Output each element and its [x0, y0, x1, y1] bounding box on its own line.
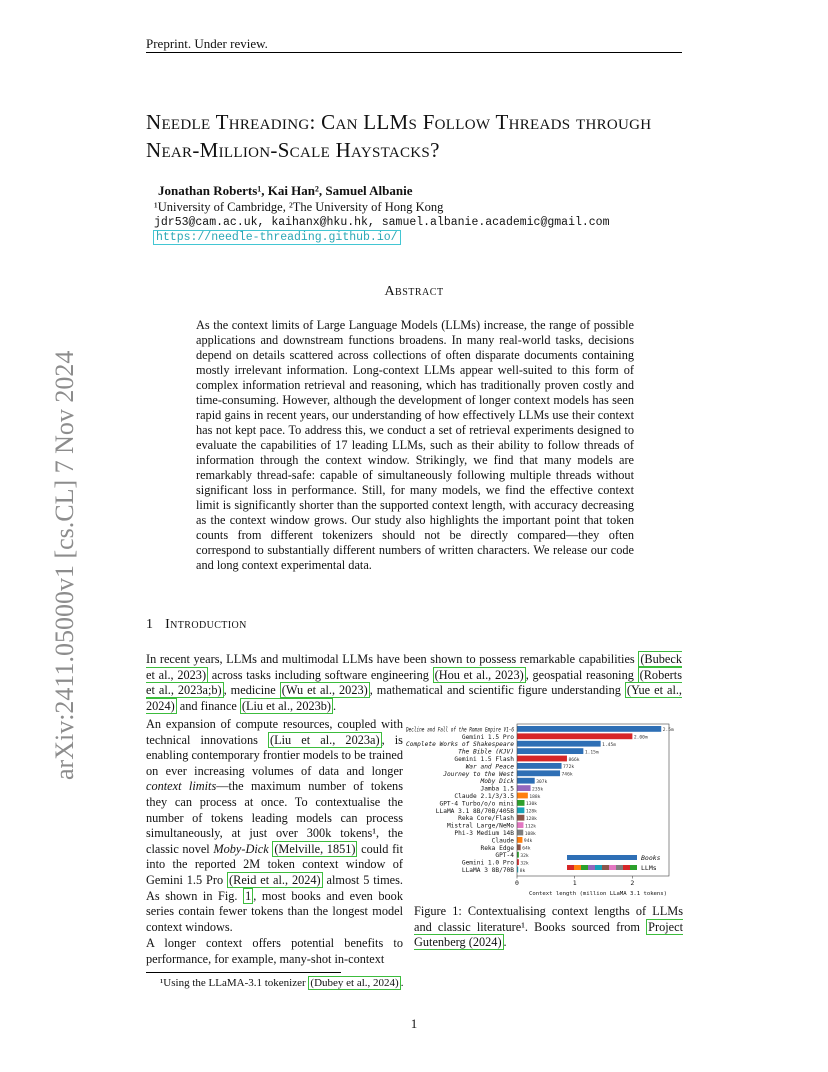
legend-swatch-llms [623, 865, 630, 870]
bar-value-label: 307k [536, 780, 548, 785]
x-tick-label: 2 [630, 879, 635, 887]
text-run: . [333, 698, 337, 713]
abstract-text: As the context limits of Large Language Models (LLMs) increase, the range of possible applications and downstream functions broadens. In many real-world tasks, decisions depend on details scattered across collections of often disparate documents containing mostly irrelevant information. Long-context LLMs appear well-suited to this form of complex information retrieval and reasoning, which has traditionally proven costly and time-consuming. However, although the development of longer context models has seen rapid gains in recent years, our understanding of how effectively LLMs use their context has not kept pace. To address this, we conduct a set of retrieval experiments designed to evaluate the capabilities of 17 leading LLMs, such as their ability to follow threads of information through the context window. Strikingly, we find that many models are remarkably thread-safe: capable of simultaneously following multiple threads without significant loss in performance. Still, for many models, we find the effective context limit is significantly shorter than the supported context length, with accuracy decreasing as the context window grows. Our study also highlights the important point that token counts from different tokenizers should not be directly compared—they often correspond to substantially different numbers of written characters. We release our code and long context experimental data. [196, 318, 634, 572]
bar [517, 822, 523, 828]
bar-value-label: 128k [525, 809, 537, 815]
bar-category-label: LLaMA 3.1 8B/70B/405B [435, 807, 514, 815]
citation-link[interactable]: (Roberts et al., 2023a;b) [146, 667, 682, 698]
bar-category-label: Jamba 1.5 [480, 785, 514, 793]
text-run: and finance [176, 698, 240, 713]
bar-value-label: 112k [524, 824, 537, 830]
bar-category-label: The Bible (KJV) [458, 748, 514, 756]
text-run: . [503, 935, 507, 950]
legend-swatch-llms [609, 865, 616, 870]
text-run: , most books and even book series contain fewer tokens than the longest model context windows. [146, 888, 403, 934]
page-number: 1 [410, 1016, 418, 1031]
bar [517, 785, 531, 791]
citation-link[interactable]: (Liu et al., 2023b) [241, 698, 332, 713]
x-tick-label: 0 [515, 879, 519, 887]
footnote-rule [146, 972, 341, 973]
intro-paragraph-2 [146, 717, 403, 935]
bar-category-label: Phi-3 Medium 14B [454, 830, 514, 837]
bar-value-label: 2.5m [662, 728, 674, 734]
citation-link[interactable]: (Melville, 1851) [274, 841, 356, 856]
bar-value-label: 130k [526, 802, 538, 808]
text-run: Moby-Dick [213, 841, 269, 856]
legend-swatch-books [567, 855, 637, 860]
affiliations: ¹University of Cambridge, ²The University of Hong Kong [154, 200, 444, 214]
bar-value-label: 8k [519, 868, 526, 874]
bar-category-label: Reka Core/Flash [458, 815, 514, 823]
legend-swatch-llms [595, 865, 602, 870]
figure-ref-link[interactable]: 1 [245, 888, 252, 903]
bar-value-label: 64k [522, 846, 531, 852]
running-header: Preprint. Under review. [146, 36, 268, 51]
bar-category-label: War and Peace [465, 763, 514, 771]
legend-swatch-llms [630, 865, 637, 870]
bar [517, 793, 528, 799]
project-url-link[interactable]: https://needle-threading.github.io/ [153, 230, 401, 245]
legend-swatch-llms [616, 865, 623, 870]
citation-link[interactable]: (Hou et al., 2023) [434, 667, 524, 682]
text-run: In recent years, LLMs and multimodal LLMs have been shown to possess remarkable capabilities [146, 652, 639, 666]
bar-category-label: Reka Edge [480, 844, 514, 852]
bar-category-label: Gemini 1.0 Pro [461, 859, 514, 867]
abstract-heading: Abstract [384, 284, 444, 299]
bar-category-label: GPT-4 [495, 852, 514, 860]
text-run: , geospatial reasoning [525, 667, 638, 682]
text-run: , mathematical and scientific figure understanding [369, 683, 625, 698]
text-run: ¹Using the LLaMA-3.1 tokenizer [160, 977, 309, 989]
bar [517, 733, 632, 739]
bar-category-label: Mistral Large/NeMo [446, 822, 514, 830]
citation-link[interactable]: (Yue et al., 2024) [146, 683, 683, 713]
header-rule [146, 52, 682, 53]
bar-value-label: 746k [561, 772, 573, 778]
bar-category-label: Claude [491, 837, 514, 845]
bar [517, 726, 661, 732]
citation-link[interactable]: (Dubey et al., 2024) [310, 977, 399, 989]
bar [517, 800, 525, 806]
bar-value-label: 866k [568, 757, 580, 763]
bar-category-label: Journey to the West [443, 770, 514, 778]
bar-value-label: 1.15m [584, 750, 599, 756]
emails: jdr53@cam.ac.uk, kaihanx@hku.hk, samuel.albanie.academic@gmail.com [154, 216, 610, 229]
text-run: , medicine [223, 683, 280, 698]
bar [517, 756, 567, 762]
text-run: across tasks including software engineering [208, 667, 433, 682]
legend-swatch-llms [567, 865, 574, 870]
bar-category-label: Complete Works of Shakespeare [406, 741, 515, 749]
bar-value-label: 108k [524, 831, 536, 837]
citation-link[interactable]: (Reid et al., 2024) [229, 872, 321, 887]
text-run: . [400, 977, 404, 989]
text-run: context limits [146, 779, 217, 794]
bar [517, 837, 522, 843]
bar [517, 815, 524, 821]
text-run: could fit into the reported 2M token context window of Gemini 1.5 Pro [146, 841, 403, 887]
citation-link[interactable]: (Wu et al., 2023) [281, 683, 368, 698]
bar-category-label: LLaMA 3 8B/70B [461, 867, 514, 874]
legend-swatch-llms [602, 865, 609, 870]
bar-value-label: 772k [563, 765, 575, 771]
bar-category-label: Claude 2.1/3/3.5 [454, 793, 514, 800]
bar-category-label: Gemini 1.5 Pro [461, 733, 514, 741]
bar-category-label: Gemini 1.5 Flash [454, 756, 514, 763]
bar-value-label: 32k [520, 861, 529, 867]
legend-label-books: Books [641, 854, 661, 862]
arxiv-stamp [22, 290, 79, 780]
x-tick-label: 1 [572, 879, 577, 887]
context-length-chart [404, 722, 684, 904]
arxiv-id: arXiv:2411.05000v1 [cs.CL] 7 Nov 2024 [50, 350, 79, 780]
chart-bars [405, 725, 674, 874]
citation-link[interactable]: (Bubeck et al., 2023) [146, 652, 682, 682]
chart-legend [567, 854, 661, 872]
bar [517, 830, 523, 836]
bar-value-label: 1.45m [602, 743, 616, 748]
authors: Jonathan Roberts¹, Kai Han², Samuel Albanie [158, 183, 413, 198]
bar-category-label: Moby Dick [480, 778, 514, 786]
bar [517, 763, 562, 769]
bar-value-label: 188k [529, 794, 541, 800]
legend-label-llms: LLMs [641, 864, 657, 872]
section-number: 1 [146, 617, 154, 632]
text-run: An expansion of compute resources, coupled with technical innovations [146, 717, 403, 747]
bar-value-label: 2.00m [633, 735, 648, 741]
section-title: Introduction [165, 617, 247, 632]
legend-swatch-llms [574, 865, 581, 870]
bar [517, 741, 601, 747]
section-heading [146, 617, 247, 633]
x-axis-label: Context length (million LLaMA 3.1 tokens) [528, 891, 668, 897]
intro-paragraph-1 [146, 652, 682, 714]
citation-link[interactable]: Project Gutenberg (2024) [414, 919, 683, 950]
text-run: , is enabling contemporary frontier models to be trained on ever increasing volumes of data and longer [146, 732, 403, 778]
footnote [160, 977, 403, 989]
bar-value-label: 235k [532, 787, 544, 793]
bar-value-label: 94k [523, 839, 533, 845]
bar [517, 807, 524, 813]
bar-value-label: 32k [520, 854, 529, 859]
bar-category-label: GPT-4 Turbo/o/o mini [439, 800, 514, 808]
bar [517, 770, 560, 776]
legend-swatch-llms [581, 865, 588, 870]
text-run: —the maximum number of tokens they can process at once. To contextualise the number of tokens leading models can process simultaneously, at just over 300k tokens¹, the classic novel [146, 779, 403, 856]
intro-paragraph-3: A longer context offers potential benefits to performance, for example, many-shot in-context [146, 936, 403, 966]
bar [517, 778, 535, 784]
figure-caption [414, 904, 683, 951]
bar-category-label: Decline and Fall of the Roman Empire V1-6 [406, 726, 559, 734]
text-run: Figure 1: Contextualising context lengths of LLMs and classic literature¹. Books sourced from [414, 904, 683, 934]
bar [517, 748, 583, 754]
text-run: almost 5 times. As shown in Fig. [146, 872, 403, 903]
citation-link[interactable]: (Liu et al., 2023a) [270, 732, 380, 747]
legend-swatch-llms [588, 865, 595, 870]
bar-value-label: 128k [525, 817, 537, 822]
bar [517, 844, 521, 850]
paper-title: Needle Threading: Can LLMs Follow Threads through Near-Million-Scale Haystacks? [146, 110, 652, 162]
